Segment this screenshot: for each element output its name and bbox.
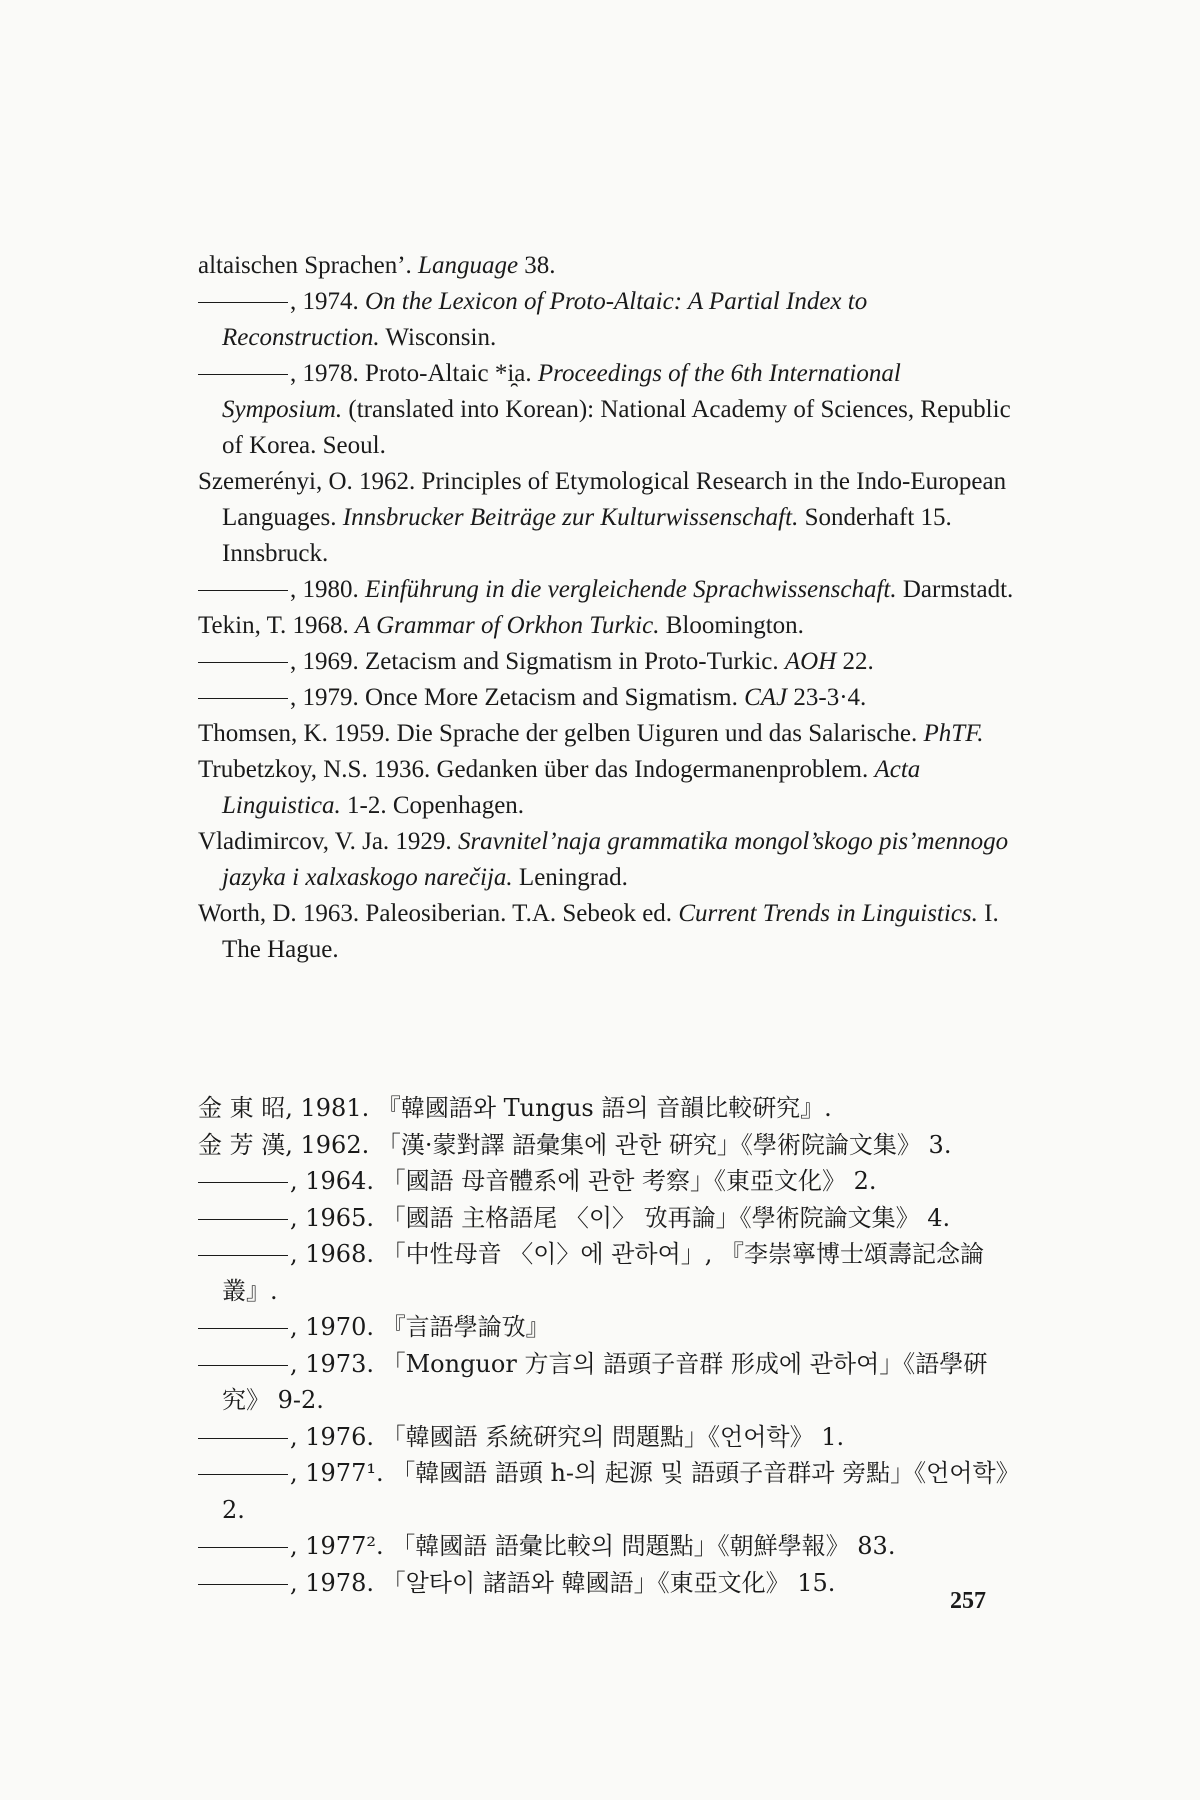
- reference-text: Darmstadt.: [896, 576, 1014, 603]
- reference-title: Proceedings of the 6th International Symposium.: [222, 360, 901, 423]
- ditto-rule: [198, 1255, 288, 1256]
- reference-title: Sravnitel’naja grammatika mongol’skogo pis’mennogo jazyka i xalxaskogo narečija.: [222, 828, 1009, 891]
- page-number: 257: [950, 1588, 986, 1614]
- reference-entry: [198, 752, 1018, 824]
- reference-text: , 1980.: [290, 576, 365, 603]
- korean-reference-entry: [198, 1309, 1028, 1346]
- reference-text: Thomsen, K. 1959. Die Sprache der gelben Uiguren und das Salarische.: [198, 720, 924, 747]
- ditto-rule: [198, 374, 288, 375]
- korean-reference-entry: [198, 1346, 1028, 1419]
- reference-title: Einführung in die vergleichende Sprachwissenschaft.: [365, 576, 897, 603]
- reference-text: , 1968. 「中性母音 〈이〉에 관하여」, 『李崇寧博士頌壽記念論叢』.: [222, 1240, 985, 1305]
- reference-text: , 1964. 「國語 母音體系에 관한 考察」《東亞文化》 2.: [290, 1167, 877, 1195]
- reference-entry: [198, 716, 1018, 752]
- reference-text: , 1977². 「韓國語 語彙比較의 問題點」《朝鮮學報》 83.: [290, 1532, 896, 1560]
- reference-entry: [198, 608, 1018, 644]
- ditto-rule: [198, 698, 288, 699]
- ditto-rule: [198, 1328, 288, 1329]
- reference-text: 38.: [518, 252, 556, 279]
- reference-text: , 1969. Zetacism and Sigmatism in Proto-Turkic.: [290, 648, 785, 675]
- ditto-rule: [198, 302, 288, 303]
- reference-title: A Grammar of Orkhon Turkic.: [355, 612, 660, 639]
- korean-reference-entry: [198, 1528, 1028, 1565]
- reference-text: Bloomington.: [659, 612, 804, 639]
- reference-text: altaischen Sprachen’.: [198, 252, 419, 279]
- korean-reference-entry: [198, 1163, 1028, 1200]
- korean-reference-entry: [198, 1200, 1028, 1237]
- korean-reference-entry: [198, 1565, 1028, 1602]
- reference-title: Acta Linguistica.: [222, 756, 921, 819]
- reference-text: , 1977¹. 「韓國語 語頭 h-의 起源 및 語頭子音群과 旁點」《언어학》 2.: [222, 1459, 1020, 1524]
- reference-text: 1-2. Copenhagen.: [340, 792, 525, 819]
- reference-text: Wisconsin.: [379, 324, 497, 351]
- reference-title: Current Trends in Linguistics.: [678, 900, 978, 927]
- reference-text: Sonderhaft 15. Innsbruck.: [222, 504, 952, 567]
- reference-entry: [198, 356, 1018, 464]
- korean-references: [198, 1090, 1028, 1601]
- reference-title: Innsbrucker Beiträge zur Kulturwissenschaft.: [342, 504, 799, 531]
- ditto-rule: [198, 1219, 288, 1220]
- reference-title: On the Lexicon of Proto-Altaic: A Partial Index to Reconstruction.: [222, 288, 868, 351]
- korean-reference-entry: [198, 1236, 1028, 1309]
- reference-text: , 1979. Once More Zetacism and Sigmatism.: [290, 684, 745, 711]
- reference-text: , 1978. 「알타이 諸語와 韓國語」《東亞文化》 15.: [290, 1568, 836, 1597]
- reference-text: Tekin, T. 1968.: [198, 612, 356, 639]
- reference-text: 金 芳 漢, 1962. 「漢·蒙對譯 語彙集에 관한 硏究」《學術院論文集》 3.: [198, 1130, 952, 1159]
- reference-title: PhTF.: [923, 720, 984, 747]
- reference-entry: [198, 572, 1018, 608]
- ditto-rule: [198, 662, 288, 663]
- reference-entry: [198, 248, 1018, 284]
- ditto-rule: [198, 1365, 288, 1366]
- reference-text: 23-3·4.: [787, 684, 867, 711]
- reference-text: , 1974.: [290, 288, 365, 315]
- reference-text: Vladimircov, V. Ja. 1929.: [198, 828, 458, 855]
- korean-reference-entry: [198, 1090, 1028, 1127]
- ditto-rule: [198, 1547, 288, 1548]
- ditto-rule: [198, 590, 288, 591]
- reference-text: (translated into Korean): National Academy of Sciences, Republic of Korea. Seoul.: [222, 396, 1011, 459]
- ditto-rule: [198, 1584, 288, 1585]
- reference-title: AOH: [784, 648, 837, 675]
- reference-text: , 1978. Proto-Altaic *i̯a.: [290, 360, 538, 387]
- reference-text: Leningrad.: [512, 864, 628, 891]
- reference-title: CAJ: [744, 684, 788, 711]
- reference-text: , 1973. 「Monguor 方言의 語頭子音群 形成에 관하여」《語學硏究》 9-2.: [222, 1349, 988, 1414]
- reference-entry: [198, 896, 1018, 968]
- reference-entry: [198, 284, 1018, 356]
- reference-entry: [198, 464, 1018, 572]
- reference-text: Szemerényi, O. 1962. Principles of Etymological Research in the Indo-European Languages.: [198, 468, 1007, 531]
- reference-text: Trubetzkoy, N.S. 1936. Gedanken über das Indogermanenproblem.: [198, 756, 875, 783]
- western-references: [198, 248, 1018, 968]
- ditto-rule: [198, 1438, 288, 1439]
- reference-entry: [198, 680, 1018, 716]
- reference-title: Language: [418, 252, 519, 279]
- reference-text: , 1976. 「韓國語 系統硏究의 問題點」《언어학》 1.: [290, 1422, 845, 1451]
- reference-text: Worth, D. 1963. Paleosiberian. T.A. Sebeok ed.: [198, 900, 679, 927]
- reference-text: , 1970. 『言語學論攷』: [290, 1313, 550, 1341]
- ditto-rule: [198, 1474, 288, 1475]
- reference-text: 22.: [836, 648, 874, 675]
- ditto-rule: [198, 1182, 288, 1183]
- reference-text: , 1965. 「國語 主格語尾 〈이〉 攷再論」《學術院論文集》 4.: [290, 1203, 951, 1232]
- korean-reference-entry: [198, 1419, 1028, 1456]
- reference-text: I. The Hague.: [222, 900, 999, 963]
- korean-reference-entry: [198, 1127, 1028, 1164]
- korean-reference-entry: [198, 1455, 1028, 1528]
- reference-text: 金 東 昭, 1981. 『韓國語와 Tungus 語의 音韻比較硏究』.: [198, 1094, 832, 1122]
- reference-entry: [198, 824, 1018, 896]
- reference-entry: [198, 644, 1018, 680]
